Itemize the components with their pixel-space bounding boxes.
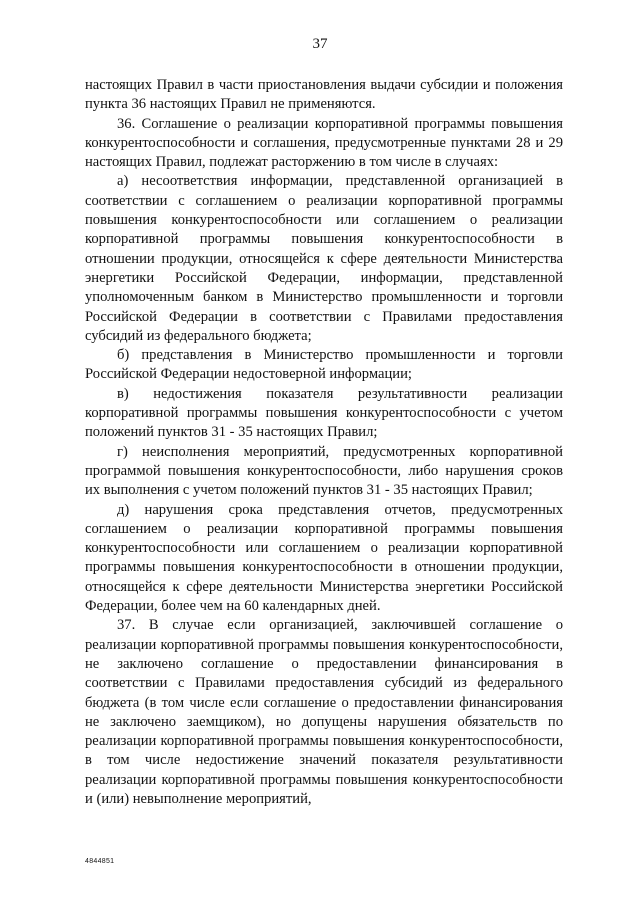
- document-body: [85, 76, 563, 809]
- paragraph-clause-37: 37. В случае если организацией, заключившей соглашение о реализации корпоративной программы повышения конкурентоспособности, не заключено соглашение о предоставлении финансирования в соответствии с Правилами предоставления субсидий из федерального бюджета (в том числе если соглашение о предоставлении финансирования не заключено заемщиком), но допущены нарушения обязательств по реализации корпоративной программы повышения конкурентоспособности, в том числе недостижение значений показателя результативности реализации корпоративной программы повышения конкурентоспособности и (или) невыполнение мероприятий,: [85, 617, 563, 807]
- paragraph-clause-36: 36. Соглашение о реализации корпоративной программы повышения конкурентоспособности и соглашения, предусмотренные пунктами 28 и 29 настоящих Правил, подлежат расторжению в том числе в случаях:: [85, 115, 563, 171]
- page-number: 37: [312, 36, 328, 52]
- paragraph-subclause-a: а) несоответствия информации, представленной организацией в соответствии с соглашением о реализации корпоративной программы повышения конкурентоспособности или соглашением о реализации корпоративной программы повышения конкурентоспособности в отношении продукции, относящейся к сфере деятельности Министерства энергетики Российской Федерации, информации, представленной уполномоченным банком в Министерство промышленности и торговли Российской Федерации в соответствии с Правилами предоставления субсидий из федерального бюджета;: [85, 173, 563, 344]
- paragraph-subclause-v: в) недостижения показателя результативности реализации корпоративной программы повышения конкурентоспособности с учетом положений пунктов 31 - 35 настоящих Правил;: [85, 385, 563, 441]
- document-code: 4844851: [85, 858, 115, 865]
- paragraph-subclause-g: г) неисполнения мероприятий, предусмотренных корпоративной программой повышения конкурентоспособности, либо нарушения сроков их выполнения с учетом положений пунктов 31 - 35 настоящих Правил;: [85, 443, 563, 499]
- paragraph-subclause-b: б) представления в Министерство промышленности и торговли Российской Федерации недостоверной информации;: [85, 347, 563, 383]
- paragraph-subclause-d: д) нарушения срока представления отчетов, предусмотренных соглашением о реализации корпоративной программы повышения конкурентоспособности или соглашением о реализации корпоративной программы повышения конкурентоспособности в отношении продукции, относящейся к сфере деятельности Министерства энергетики Российской Федерации, более чем на 60 календарных дней.: [85, 501, 563, 615]
- paragraph-continuation: настоящих Правил в части приостановления выдачи субсидии и положения пункта 36 настоящих Правил не применяются.: [85, 77, 563, 113]
